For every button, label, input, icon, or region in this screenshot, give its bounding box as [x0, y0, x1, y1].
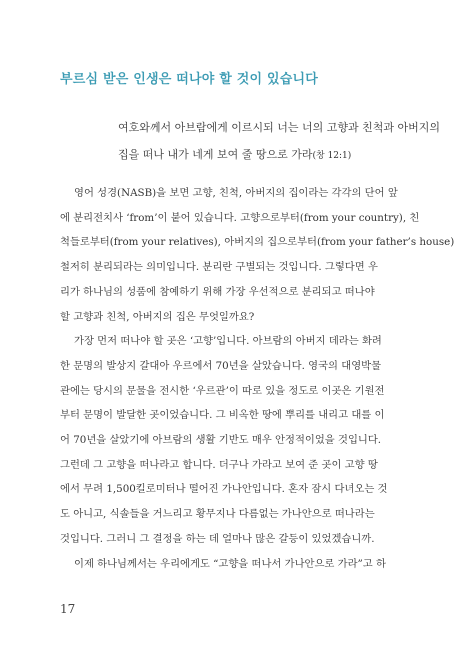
body-line: 그런데 그 고향을 떠나라고 합니다. 더구나 가라고 보여 준 곳이 고향 땅 [60, 458, 378, 471]
body-line: 가장 먼저 떠나야 할 곳은 ‘고향’입니다. 아브람의 아버지 데라는 화려 [74, 335, 382, 348]
quote-line-1: 여호와께서 아브람에게 이르시되 너는 너의 고향과 친척과 아버지의 [118, 121, 441, 134]
body-line: 척들로부터(from your relatives), 아버지의 집으로부터(from your father’s house) [60, 236, 455, 249]
body-line: 한 문명의 발상지 갈대아 우르에서 70년을 살았습니다. 영국의 대영박물 [60, 359, 382, 372]
scripture-reference: (창 12:1) [312, 151, 352, 161]
body-line: 할 고향과 친척, 아버지의 집은 무엇일까요? [60, 310, 255, 323]
quote-line-2-text: 집을 떠나 내가 네게 보여 줄 땅으로 가라 [118, 148, 313, 161]
body-line: 에서 무려 1,500킬로미터나 떨어진 가나안입니다. 혼자 잠시 다녀오는 것 [60, 483, 388, 496]
body-line: 에 분리전치사 ‘from’이 붙어 있습니다. 고향으로부터(from your country), 친 [60, 211, 420, 224]
quote-line-2 [118, 141, 428, 170]
body-line: 관에는 당시의 문물을 전시한 ‘우르관’이 따로 있을 정도로 이곳은 기원전 [60, 384, 385, 397]
body-line: 어 70년을 살았기에 아브람의 생활 기반도 매우 안정적이었을 것입니다. [60, 434, 382, 447]
page-number: 17 [60, 602, 76, 616]
body-line: 도 아니고, 식솔들을 거느리고 황무지나 다름없는 가나안으로 떠나라는 [60, 508, 375, 521]
section-heading: 부르심 받은 인생은 떠나야 할 것이 있습니다 [60, 72, 318, 87]
body-line: 영어 성경(NASB)을 보면 고향, 친척, 아버지의 집이라는 각각의 단어 앞 [74, 187, 398, 199]
scripture-quote [118, 114, 441, 170]
body-line: 것입니다. 그러니 그 결정을 하는 데 얼마나 많은 갈등이 있었겠습니까. [60, 532, 375, 545]
body-line: 철저히 분리되라는 의미입니다. 분리란 구별되는 것입니다. 그렇다면 우 [60, 261, 378, 274]
body-line: 이제 하나님께서는 우리에게도 “고향을 떠나서 가나안으로 가라”고 하 [74, 557, 386, 570]
body-text [60, 181, 455, 576]
body-line: 부터 문명이 발달한 곳이었습니다. 그 비옥한 땅에 뿌리를 내리고 대를 이 [60, 409, 385, 422]
body-line: 리가 하나님의 성품에 참예하기 위해 가장 우선적으로 분리되고 떠나야 [60, 285, 375, 298]
